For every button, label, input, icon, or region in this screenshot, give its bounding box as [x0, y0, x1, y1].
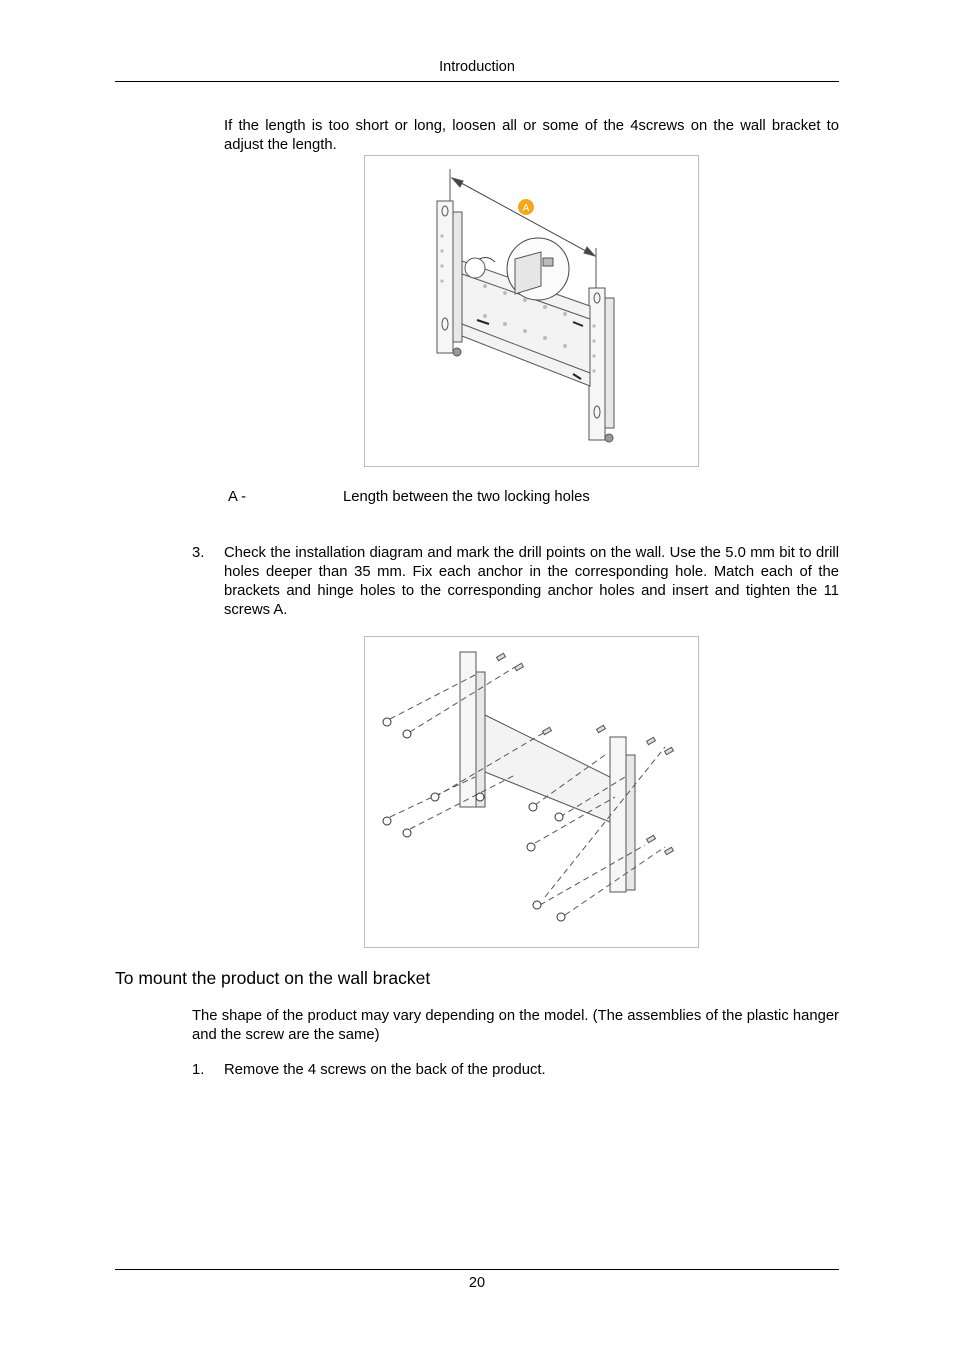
header-rule: [115, 81, 839, 82]
running-header: Introduction: [439, 59, 515, 75]
anchor-installation-illustration: [365, 637, 698, 947]
step-3-text: Check the installation diagram and mark the drill points on the wall. Use the 5.0 mm bit to drill holes deeper than 35 mm. Fix each anchor in the corresponding hole. Match each of the brackets and hinge holes to the corresponding anchor holes and insert and tighten the 11 screws A.: [224, 545, 839, 618]
callout-a-label: A: [522, 203, 530, 214]
step-3-number: 3.: [192, 545, 205, 561]
footer-rule: [115, 1269, 839, 1270]
bracket-length-illustration: [365, 156, 698, 466]
section-paragraph: The shape of the product may vary depending on the model. (The assemblies of the plastic hanger and the screw are the same): [192, 1008, 839, 1043]
intro-paragraph: If the length is too short or long, loosen all or some of the 4screws on the wall bracket to adjust the length.: [224, 118, 839, 153]
section-heading: To mount the product on the wall bracket: [115, 968, 431, 988]
step-1-number: 1.: [192, 1062, 205, 1078]
legend-description: Length between the two locking holes: [343, 489, 590, 505]
page-number: 20: [468, 1275, 486, 1291]
bracket-length-figure: [364, 155, 699, 467]
legend-key: A -: [228, 489, 247, 505]
step-1-text: Remove the 4 screws on the back of the product.: [224, 1062, 546, 1078]
anchor-installation-figure: [364, 636, 699, 948]
